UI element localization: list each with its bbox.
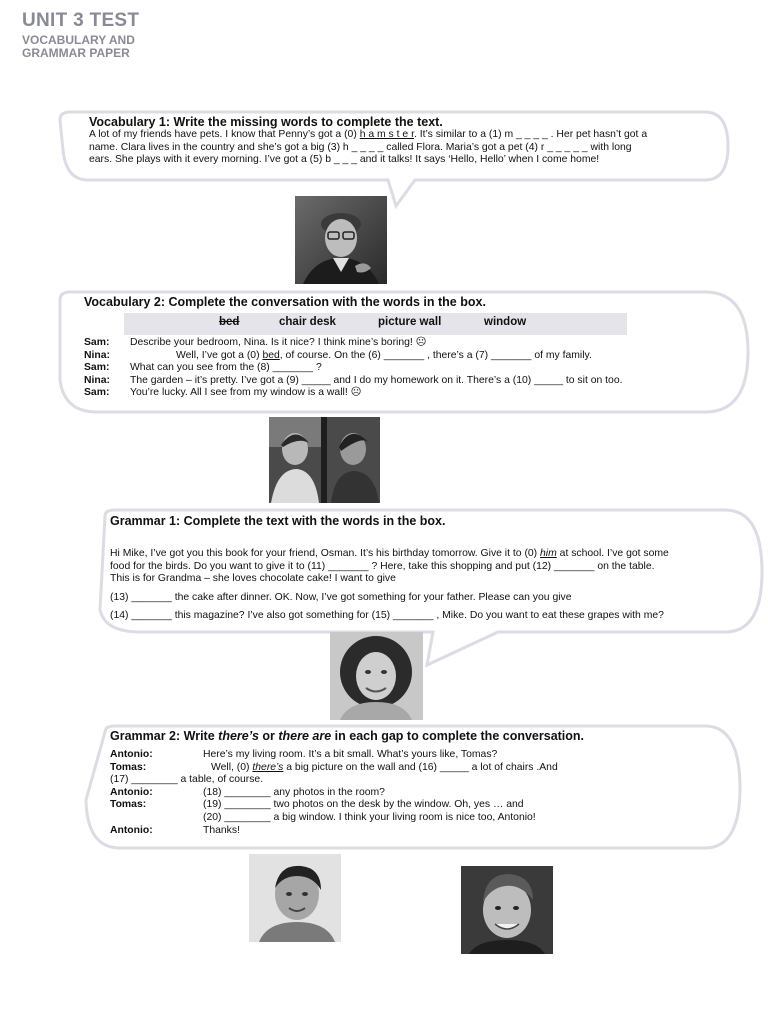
- vocab2-conversation: [84, 337, 694, 400]
- line-text: , of course. On the (6) _______ , there’s a (7) _______ of my family.: [279, 349, 592, 361]
- word-box-item-chair-desk: chair desk: [279, 316, 336, 328]
- two-teens-photo: [269, 417, 380, 503]
- conversation-line: [84, 387, 694, 400]
- speaker-label: Tomas:: [110, 799, 147, 811]
- grammar2-title-theres: there’s: [218, 729, 259, 743]
- boy-photo-illustration: [461, 866, 553, 954]
- line-text: Thanks!: [203, 824, 240, 836]
- vocab1-line: ears. She plays with it every morning. I’ve got a (5) b _ _ _ and it talks! It says ‘Hello, Hello’ when I come home!: [89, 154, 600, 166]
- conversation-line: [110, 762, 730, 775]
- man-photo-illustration: [295, 196, 387, 284]
- grammar2-conversation: [110, 749, 730, 837]
- subtitle-line-1: VOCABULARY AND: [22, 33, 135, 47]
- word-box-item-window: window: [484, 316, 527, 328]
- line-text: Well, (0): [211, 761, 253, 773]
- line-text: (18) ________ any photos in the room?: [203, 786, 385, 798]
- speaker-label: Antonio:: [110, 824, 153, 836]
- conversation-line: [84, 375, 694, 388]
- subtitle-line-2: GRAMMAR PAPER: [22, 46, 130, 60]
- grammar1-line: [110, 548, 740, 561]
- boy-photo-tomas: [461, 866, 553, 954]
- vocab1-title: Vocabulary 1: Write the missing words to complete the text.: [89, 115, 443, 129]
- vocab1-text: [89, 129, 721, 167]
- teens-photo-illustration: [269, 417, 380, 503]
- speaker-label: Antonio:: [110, 786, 153, 798]
- line-text: The garden – it’s pretty. I’ve got a (9) _____ and I do my homework on it. There’s a (10) _____ to sit on too.: [130, 374, 623, 386]
- speaker-label: Sam:: [84, 337, 110, 348]
- conversation-line: [84, 350, 694, 363]
- word-box-item-bed: bed: [219, 316, 240, 328]
- conversation-line: [110, 787, 730, 800]
- woman-photo-illustration: [330, 632, 423, 720]
- line-text: (20) ________ a big window. I think your living room is nice too, Antonio!: [203, 811, 536, 823]
- grammar1-title: Grammar 1: Complete the text with the words in the box.: [110, 514, 446, 528]
- woman-photo: [330, 632, 423, 720]
- grammar2-title-part: in each gap to complete the conversation.: [331, 729, 585, 743]
- speaker-label: Sam:: [84, 387, 110, 399]
- conversation-line: [110, 799, 730, 812]
- boy-photo-illustration: [249, 854, 341, 942]
- vocab2-title: Vocabulary 2: Complete the conversation with the words in the box.: [84, 295, 486, 309]
- conversation-line: [84, 337, 694, 350]
- vocab2-word-box: [124, 313, 627, 335]
- conversation-line: [110, 774, 730, 787]
- grammar1-text: [110, 548, 740, 623]
- grammar2-title-there-are: there are: [278, 729, 332, 743]
- vocab1-text-part: A lot of my friends have pets. I know that Penny’s got a (0): [89, 129, 360, 140]
- grammar1-line: (13) _______ the cake after dinner. OK. Now, I’ve got something for your father. Please can you give: [110, 591, 572, 603]
- line-text: You’re lucky. All I see from my window is a wall! ☹: [130, 387, 362, 399]
- speaker-label: Antonio:: [110, 749, 153, 760]
- conversation-line: [110, 825, 730, 838]
- conversation-line: [110, 749, 730, 762]
- speaker-label: Sam:: [84, 362, 110, 374]
- line-text: a big picture on the wall and (16) _____ a lot of chairs .And: [283, 761, 558, 773]
- grammar1-example-answer: him: [540, 548, 557, 559]
- speaker-label: Nina:: [84, 349, 110, 361]
- word-box-item-picture-wall: picture wall: [378, 316, 442, 328]
- grammar1-line: (14) _______ this magazine? I’ve also got something for (15) _______ , Mike. Do you want to eat these grapes with me?: [110, 610, 664, 622]
- line-text: Here’s my living room. It’s a bit small. What’s yours like, Tomas?: [203, 749, 498, 760]
- vocab1-line: name. Clara lives in the country and she’s got a big (3) h _ _ _ _ called Flora. Maria’s got a pet (4) r _ _ _ _ _ with long: [89, 141, 632, 153]
- vocab2-example-answer: bed: [262, 349, 280, 361]
- grammar1-text-part: Hi Mike, I’ve got you this book for your friend, Osman. It’s his birthday tomorrow. Give it to (0): [110, 548, 541, 559]
- speaker-label: Tomas:: [110, 761, 147, 773]
- conversation-line: [84, 362, 694, 375]
- vocab1-example-answer: h a m s t e r: [359, 129, 414, 140]
- boy-photo-antonio: [249, 854, 341, 942]
- line-text: Describe your bedroom, Nina. Is it nice? I think mine’s boring! ☹: [130, 337, 427, 348]
- vocab1-text-part: . It’s similar to a (1) m _ _ _ _ . Her pet hasn’t got a: [413, 129, 648, 140]
- line-text: (19) ________ two photos on the desk by the window. Oh, yes … and: [203, 799, 524, 811]
- grammar2-title-part: or: [258, 729, 279, 743]
- grammar2-title: [110, 729, 584, 743]
- grammar1-line: This is for Grandma – she loves chocolate cake! I want to give: [110, 573, 396, 585]
- line-text: What can you see from the (8) _______ ?: [130, 362, 322, 374]
- line-text: (17) ________ a table, of course.: [110, 774, 264, 786]
- test-title: UNIT 3 TEST: [22, 10, 140, 31]
- grammar1-text-part: at school. I’ve got some: [556, 548, 669, 559]
- speaker-label: Nina:: [84, 374, 110, 386]
- line-text: Well, I’ve got a (0): [176, 349, 263, 361]
- man-with-glasses-photo: [295, 196, 387, 284]
- grammar2-example-answer: there’s: [252, 761, 284, 773]
- grammar1-line: food for the birds. Do you want to give it to (11) _______ ? Here, take this shopping and put (12) _______ on the table.: [110, 560, 655, 572]
- conversation-line: [110, 812, 730, 825]
- grammar2-title-part: Grammar 2: Write: [110, 729, 219, 743]
- vocab1-line: [89, 129, 721, 142]
